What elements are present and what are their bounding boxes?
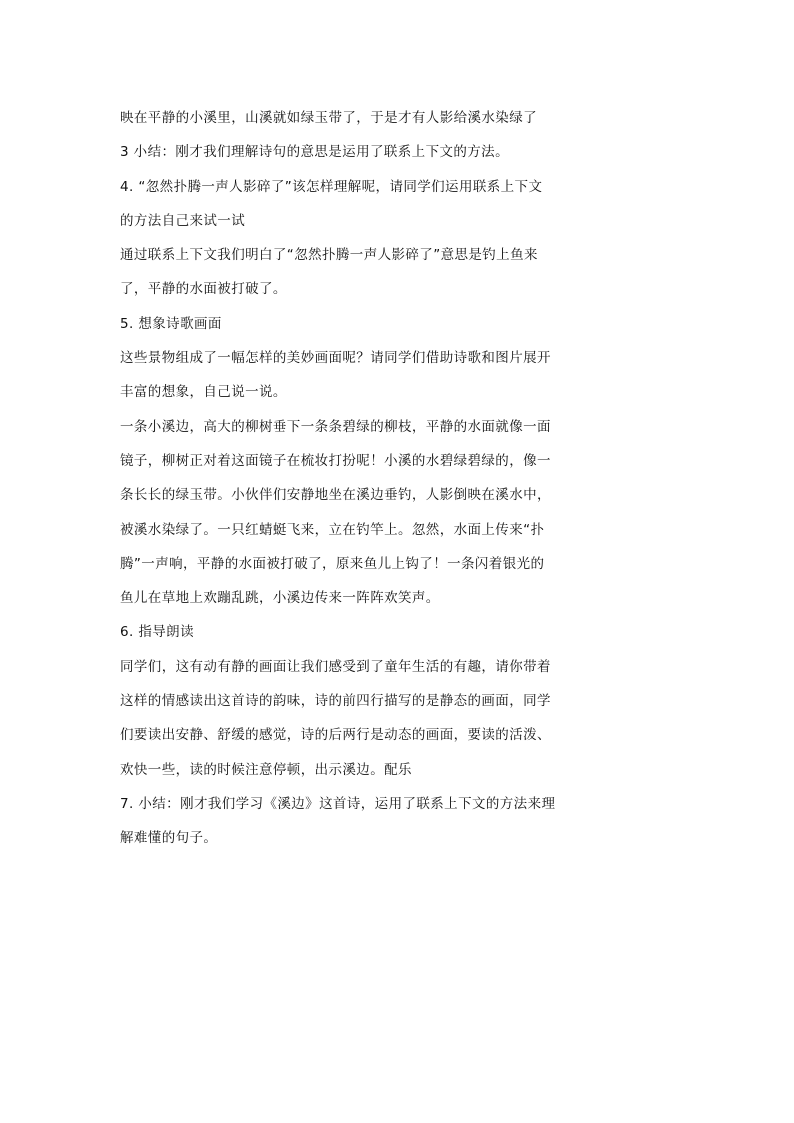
text-line: 通过联系上下文我们明白了“忽然扑腾一声人影碎了”意思是钓上鱼来 — [120, 247, 538, 264]
text-line: 4. “忽然扑腾一声人影碎了”该怎样理解呢，请同学们运用联系上下文 — [120, 178, 543, 195]
document-page — [120, 101, 680, 856]
text-line: 镜子，柳树正对着这面镜子在梳妆打扮呢！小溪的水碧绿碧绿的，像一 — [120, 452, 551, 469]
text-line: 的方法自己来试一试 — [120, 212, 246, 229]
text-line: 丰富的想象，自己说一说。 — [120, 384, 287, 401]
section-heading: 6. 指导朗读 — [120, 624, 194, 641]
text-line: 这样的情感读出这首诗的韵味，诗的前四行描写的是静态的画面，同学 — [120, 693, 551, 710]
text-line: 们要读出安静、舒缓的感觉，诗的后两行是动态的画面，要读的活泼、 — [120, 727, 551, 744]
section-heading: 5. 想象诗歌画面 — [120, 315, 222, 332]
text-line: 这些景物组成了一幅怎样的美妙画面呢？请同学们借助诗歌和图片展开 — [120, 350, 551, 367]
text-line: 被溪水染绿了。一只红蜻蜓飞来，立在钓竿上。忽然，水面上传来“扑 — [120, 521, 545, 538]
text-line: 一条小溪边，高大的柳树垂下一条条碧绿的柳枝，平静的水面就像一面 — [120, 418, 551, 435]
text-line: 同学们，这有动有静的画面让我们感受到了童年生活的有趣，请你带着 — [120, 658, 551, 675]
text-line: 解难懂的句子。 — [120, 830, 218, 847]
text-line: 3 小结：刚才我们理解诗句的意思是运用了联系上下文的方法。 — [120, 144, 509, 161]
text-line: 腾”一声响，平静的水面被打破了，原来鱼儿上钩了！一条闪着银光的 — [120, 555, 545, 572]
text-line: 欢快一些，读的时候注意停顿，出示溪边。配乐 — [120, 761, 412, 778]
text-line: 7. 小结：刚才我们学习《溪边》这首诗，运用了联系上下文的方法来理 — [120, 795, 556, 812]
text-line: 映在平静的小溪里，山溪就如绿玉带了，于是才有人影给溪水染绿了 — [120, 110, 537, 126]
text-line: 了，平静的水面被打破了。 — [120, 281, 287, 298]
text-line: 鱼儿在草地上欢蹦乱跳，小溪边传来一阵阵欢笑声。 — [120, 590, 440, 607]
text-line: 条长长的绿玉带。小伙伴们安静地坐在溪边垂钓，人影倒映在溪水中， — [120, 487, 551, 504]
